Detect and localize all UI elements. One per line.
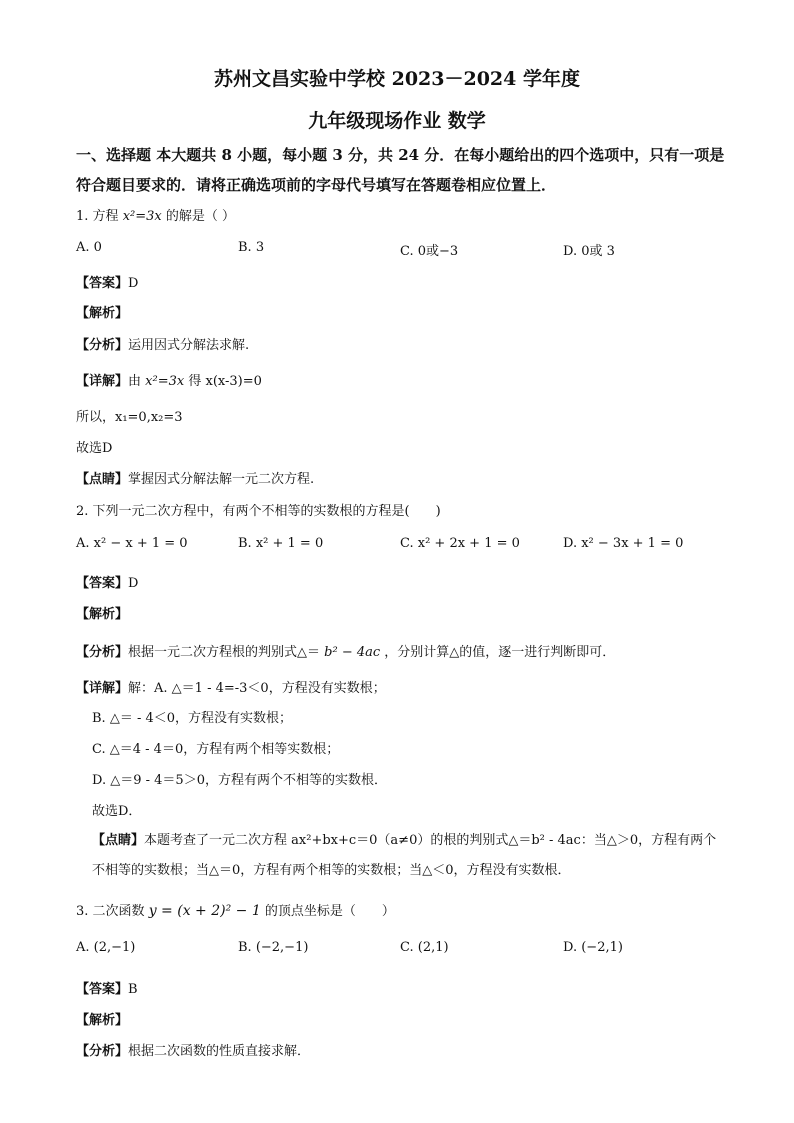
- q1-option-a: A. 0: [76, 240, 102, 255]
- q2-option-b: B. x² + 1 = 0: [238, 536, 324, 551]
- q2-option-c: C. x² + 2x + 1 = 0: [400, 536, 520, 551]
- q2-detail-d: D. △＝9 - 4＝5＞0，方程有两个不相等的实数根．: [92, 773, 387, 788]
- q3-equation: y = (x + 2)² − 1: [148, 903, 261, 919]
- q1-analysis-tag: 【解析】: [76, 306, 129, 321]
- q2-stem: 2. 下列一元二次方程中，有两个不相等的实数根的方程是( ): [76, 504, 441, 519]
- q1-detail: 【详解】由 x²=3x 得 x(x-3)=0: [76, 374, 262, 389]
- q2-fenxi: 【分析】根据一元二次方程根的判别式△＝ b² − 4ac ，分别计算△的值，逐一进行判断即可．: [76, 645, 616, 660]
- q3-answer: 【答案】B: [76, 982, 138, 997]
- q3-analysis-tag: 【解析】: [76, 1013, 129, 1028]
- q2-detail-c: C. △＝4 - 4＝0，方程有两个相等实数根；: [92, 742, 340, 757]
- q1-option-c: C. 0或−3: [400, 244, 459, 259]
- q2-choose: 故选D．: [92, 804, 142, 819]
- q1-note: 【点睛】掌握因式分解法解一元二次方程.: [76, 472, 315, 487]
- document-title: 苏州文昌实验中学校 2023－2024 学年度: [214, 68, 580, 90]
- q3-option-b: B. (−2,−1): [238, 940, 309, 955]
- q2-option-d: D. x² − 3x + 1 = 0: [563, 536, 684, 551]
- q1-stem: [76, 205, 235, 224]
- q3-option-a: A. (2,−1): [76, 940, 136, 955]
- q3-fenxi: 【分析】根据二次函数的性质直接求解．: [76, 1044, 311, 1059]
- q1-fenxi: 【分析】运用因式分解法求解.: [76, 338, 250, 353]
- q2-note: 【点睛】本题考查了一元二次方程 ax²+bx+c＝0（a≠0）的根的判别式△＝b² - 4ac：当△＞0，方程有两个不相等的实数根；当△＝0，方程有两个相等的实数根；当△＜0，方程没有实数根．: [92, 833, 717, 878]
- q1-suffix: 的解是（ ）: [165, 209, 236, 224]
- document-subtitle: 九年级现场作业 数学: [308, 110, 486, 132]
- q3-stem: 3. 二次函数 y = (x + 2)² − 1 的顶点坐标是（ ）: [76, 903, 395, 919]
- answer-tag: 【答案】: [76, 276, 129, 291]
- q1-choose: 故选D: [76, 441, 113, 456]
- q2-answer: 【答案】D: [76, 576, 139, 591]
- q2-detail-b: B. △＝ - 4＜0，方程没有实数根；: [92, 711, 293, 726]
- q1-solution: 所以，x₁=0,x₂=3: [76, 410, 183, 425]
- q1-option-b: B. 3: [238, 240, 265, 255]
- q2-analysis-tag: 【解析】: [76, 607, 129, 622]
- section-heading: 一、选择题 本大题共 8 小题，每小题 3 分，共 24 分．在每小题给出的四个选项中，只有一项是符合题目要求的．请将正确选项前的字母代号填写在答题卷相应位置上．: [76, 146, 725, 194]
- q1-prefix: 1. 方程: [76, 209, 119, 224]
- q3-option-c: C. (2,1): [400, 940, 449, 955]
- q1-option-d: D. 0或 3: [563, 244, 615, 259]
- q1-equation: x²=3x: [122, 209, 162, 224]
- q1-answer: [76, 272, 138, 291]
- answer-value: D: [128, 276, 139, 291]
- q3-option-d: D. (−2,1): [563, 940, 623, 955]
- q2-detail: 【详解】解：A. △＝1 - 4=-3＜0，方程没有实数根；: [76, 681, 386, 696]
- q2-option-a: A. x² − x + 1 = 0: [76, 536, 188, 551]
